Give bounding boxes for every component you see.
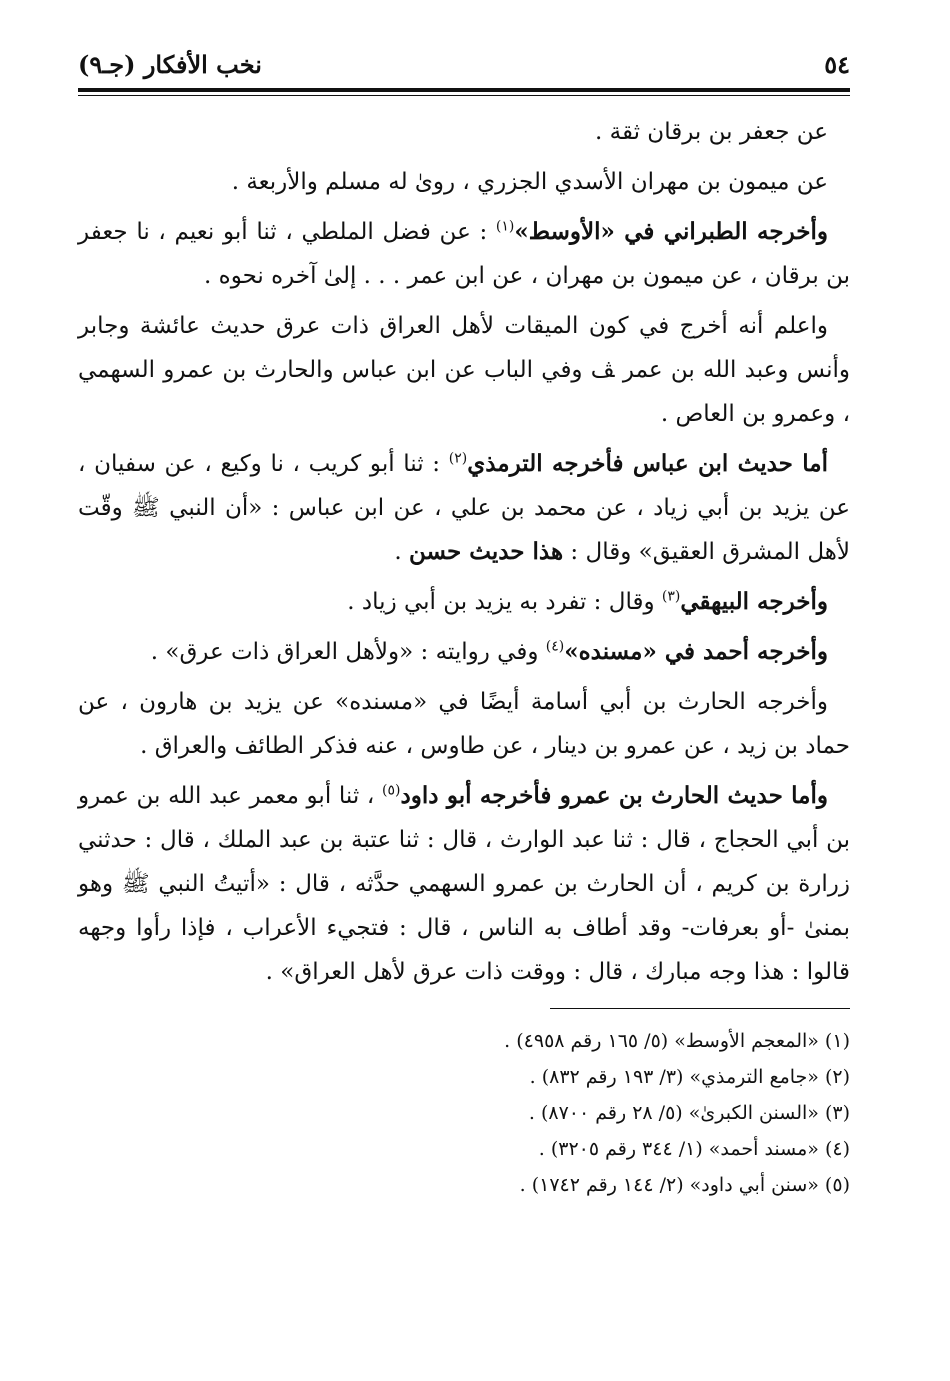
paragraph-p8 bbox=[78, 680, 850, 768]
bold-text: وأخرجه أحمد في «مسنده» bbox=[564, 638, 828, 665]
footnote-separator bbox=[550, 1008, 850, 1009]
text-segment: وفي روايته : «ولأهل العراق ذات عرق» . bbox=[150, 639, 546, 665]
footnote-3: (٣) «السنن الكبرىٰ» (٥/ ٢٨ رقم ٨٧٠٠) . bbox=[528, 1102, 850, 1124]
footnote-5: (٥) «سنن أبي داود» (٢/ ١٤٤ رقم ١٧٤٢) . bbox=[519, 1174, 850, 1196]
book-title: نخب الأفكار (جـ٩) bbox=[78, 49, 262, 79]
footnote-ref: (٥) bbox=[382, 782, 401, 799]
footnote-1: (١) «المعجم الأوسط» (٥/ ١٦٥ رقم ٤٩٥٨) . bbox=[504, 1030, 850, 1052]
bold-text: وأخرجه الطبراني في «الأوسط» bbox=[514, 218, 828, 245]
text-segment: وأخرجه الحارث بن أبي أسامة أيضًا في «مسنده» عن يزيد بن هارون ، عن حماد بن زيد ، عن عمرو بن دينار ، عن طاوس ، عنه فذكر الطائف والعراق . bbox=[78, 689, 850, 759]
paragraph-p5 bbox=[78, 442, 850, 574]
bold-text: أما حديث ابن عباس فأخرجه الترمذي bbox=[467, 450, 828, 477]
bold-text: هذا حديث حسن bbox=[408, 538, 564, 565]
paragraph-p3 bbox=[78, 210, 850, 298]
footnote-2: (٢) «جامع الترمذي» (٣/ ١٩٣ رقم ٨٣٢) . bbox=[529, 1066, 850, 1088]
footnotes bbox=[78, 1023, 850, 1203]
main-text bbox=[78, 110, 850, 994]
text-segment: : عن فضل الملطي ، ثنا أبو نعيم ، نا جعفر بن برقان ، عن ميمون بن مهران ، عن ابن عمر . . . إلىٰ آخره نحوه . bbox=[78, 219, 850, 289]
paragraph-p7 bbox=[78, 630, 850, 674]
paragraph-p1 bbox=[78, 110, 850, 154]
footnote-ref: (٣) bbox=[661, 588, 681, 605]
paragraph-p2 bbox=[78, 160, 850, 204]
footnote-ref: (٤) bbox=[545, 638, 565, 655]
text-segment: عن ميمون بن مهران الأسدي الجزري ، روىٰ له مسلم والأربعة . bbox=[231, 169, 828, 195]
footnote-ref: (١) bbox=[495, 218, 515, 235]
paragraph-p6 bbox=[78, 580, 850, 624]
footnote-4: (٤) «مسند أحمد» (١/ ٣٤٤ رقم ٣٢٠٥) . bbox=[538, 1138, 850, 1160]
header-rule bbox=[78, 88, 850, 92]
bold-text: وأخرجه البيهقي bbox=[680, 588, 828, 615]
bold-text: وأما حديث الحارث بن عمرو فأخرجه أبو داود bbox=[400, 782, 828, 809]
paragraph-p9 bbox=[78, 774, 850, 994]
text-segment: عن جعفر بن برقان ثقة . bbox=[595, 119, 828, 145]
page-header bbox=[78, 44, 850, 84]
text-segment: . bbox=[394, 539, 409, 565]
footnote-ref: (٢) bbox=[448, 450, 468, 467]
header-rule-thin bbox=[78, 95, 850, 96]
page-number: ٥٤ bbox=[824, 49, 850, 79]
text-segment: : ثنا أبو كريب ، نا وكيع ، عن سفيان ، عن يزيد بن أبي زياد ، عن محمد بن علي ، عن ابن عباس : «أن النبي ﷺ وقّت لأهل المشرق العقيق» وقال : bbox=[78, 451, 850, 565]
text-segment: واعلم أنه أخرج في كون الميقات لأهل العراق ذات عرق حديث عائشة وجابر وأنس وعبد الله بن عمر ﭫ وفي الباب عن ابن عباس والحارث بن عمرو السهمي ، وعمرو بن العاص . bbox=[78, 313, 850, 427]
text-segment: ، ثنا أبو معمر عبد الله بن عمرو بن أبي الحجاج ، قال : ثنا عبد الوارث ، قال : ثنا عتبة بن عبد الملك ، قال : حدثني زرارة بن كريم ، أن الحارث بن عمرو السهمي حدَّثه ، قال : «أتيتُ النبي ﷺ وهو بمنىٰ -أو بعرفات- وقد أطاف به الناس ، قال : فتجيء الأعراب ، فإذا رأوا وجهه قالوا : هذا وجه مبارك ، قال : ووقت ذات عرق لأهل العراق» . bbox=[78, 783, 850, 985]
paragraph-p4 bbox=[78, 304, 850, 436]
text-segment: وقال : تفرد به يزيد بن أبي زياد . bbox=[347, 589, 662, 615]
